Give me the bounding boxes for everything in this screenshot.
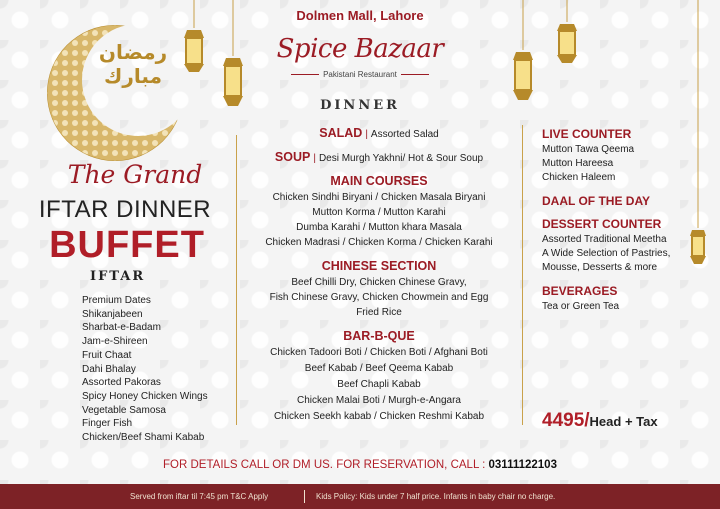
the-grand-heading: The Grand xyxy=(67,160,203,189)
column-divider xyxy=(236,135,237,425)
list-item: Mutton Hareesa xyxy=(542,158,614,169)
price-suffix: Head + Tax xyxy=(589,414,658,429)
list-item: Mutton Korma / Mutton Karahi xyxy=(312,207,446,218)
list-item: Vegetable Samosa xyxy=(82,404,166,416)
iftar-dinner-heading: IFTAR DINNER xyxy=(38,196,212,223)
list-item: Chicken Tadoori Boti / Chicken Boti / Afghani Boti xyxy=(270,347,488,358)
buffet-heading: BUFFET xyxy=(49,224,205,266)
daal-section xyxy=(542,194,712,208)
list-item: Beef Kabab / Beef Qeema Kabab xyxy=(304,363,454,374)
list-item: Dahi Bhalay xyxy=(82,363,136,375)
live-counter-section xyxy=(542,127,712,185)
list-item: Chicken Malai Boti / Murgh-e-Angara xyxy=(297,395,461,406)
dinner-menu-right xyxy=(542,127,712,323)
list-item: Premium Dates xyxy=(82,295,151,306)
list-item: Assorted Pakoras xyxy=(82,377,161,389)
salad-title: SALAD xyxy=(319,126,363,140)
list-item: Mutton Tawa Qeema xyxy=(542,144,635,155)
soup-row xyxy=(238,150,520,164)
list-item: Beef Chapli Kabab xyxy=(337,379,421,390)
beverages-title: BEVERAGES xyxy=(542,284,618,298)
salad-row xyxy=(238,126,520,140)
list-item: Chicken Madrasi / Chicken Korma / Chicken Karahi xyxy=(265,237,493,248)
list-item: Mousse, Desserts & more xyxy=(542,262,658,273)
footer-bar xyxy=(0,484,720,509)
separator: | xyxy=(313,153,316,164)
contact-text: FOR DETAILS CALL OR DM US. FOR RESERVATION, CALL : xyxy=(163,459,486,471)
list-item: Sharbat-e-Badam xyxy=(82,322,161,334)
beverages-section xyxy=(542,284,712,314)
bbq-section xyxy=(238,329,520,425)
list-item: A Wide Selection of Pastries, xyxy=(542,248,671,259)
list-item: Spicy Honey Chicken Wings xyxy=(82,390,208,402)
brand-subtitle: Pakistani Restaurant xyxy=(270,70,450,79)
live-counter-title: LIVE COUNTER xyxy=(542,127,632,141)
column-divider xyxy=(522,125,523,425)
price-tag xyxy=(542,410,658,432)
price-value: 4495/ xyxy=(542,410,590,431)
dinner-menu-center xyxy=(238,126,520,434)
daal-title: DAAL OF THE DAY xyxy=(542,194,651,208)
list-item: Fried Rice xyxy=(356,307,402,318)
list-item: Assorted Traditional Meetha xyxy=(542,234,667,245)
kids-policy-note: Kids Policy: Kids under 7 half price. Infants in baby chair no charge. xyxy=(316,492,556,501)
list-item: Shikanjabeen xyxy=(82,308,143,320)
salad-items: Assorted Salad xyxy=(370,129,439,140)
bbq-title: BAR-B-QUE xyxy=(343,329,415,343)
main-courses-title: MAIN COURSES xyxy=(330,174,428,188)
list-item: Chicken Seekh kabab / Chicken Reshmi Kabab xyxy=(273,411,485,422)
list-item: Fish Chinese Gravy, Chicken Chowmein and Egg xyxy=(269,292,489,303)
list-item: Dumba Karahi / Mutton khara Masala xyxy=(296,222,462,233)
dinner-heading: DINNER xyxy=(320,98,400,113)
served-note: Served from iftar til 7:45 pm T&C Apply xyxy=(130,492,269,501)
iftar-items-list xyxy=(82,294,208,445)
list-item: Chicken/Beef Shami Kabab xyxy=(82,432,205,444)
footer-divider xyxy=(304,490,305,503)
brand-logo: Spice Bazaar xyxy=(276,34,444,64)
ramadan-mubarak-calligraphy: رمضان مبارك xyxy=(98,40,168,88)
list-item: Fruit Chaat xyxy=(82,349,132,361)
list-item: Beef Chilli Dry, Chicken Chinese Gravy, xyxy=(291,277,467,288)
separator: | xyxy=(365,129,368,140)
contact-line xyxy=(0,459,720,471)
soup-title: SOUP xyxy=(274,150,311,164)
list-item: Chicken Haleem xyxy=(542,172,616,183)
iftar-section-heading: IFTAR xyxy=(90,269,146,284)
dessert-section xyxy=(542,217,712,275)
location-text: Dolmen Mall, Lahore xyxy=(296,8,424,23)
dessert-title: DESSERT COUNTER xyxy=(542,217,662,231)
main-courses-section xyxy=(238,174,520,250)
list-item: Tea or Green Tea xyxy=(542,301,620,312)
chinese-title: CHINESE SECTION xyxy=(321,259,437,273)
chinese-section xyxy=(238,259,520,320)
soup-items: Desi Murgh Yakhni/ Hot & Sour Soup xyxy=(318,153,484,164)
list-item: Chicken Sindhi Biryani / Chicken Masala Biryani xyxy=(272,192,486,203)
list-item: Finger Fish xyxy=(82,418,133,430)
phone-number: 03111122103 xyxy=(488,459,557,471)
list-item: Jam-e-Shireen xyxy=(82,336,148,348)
